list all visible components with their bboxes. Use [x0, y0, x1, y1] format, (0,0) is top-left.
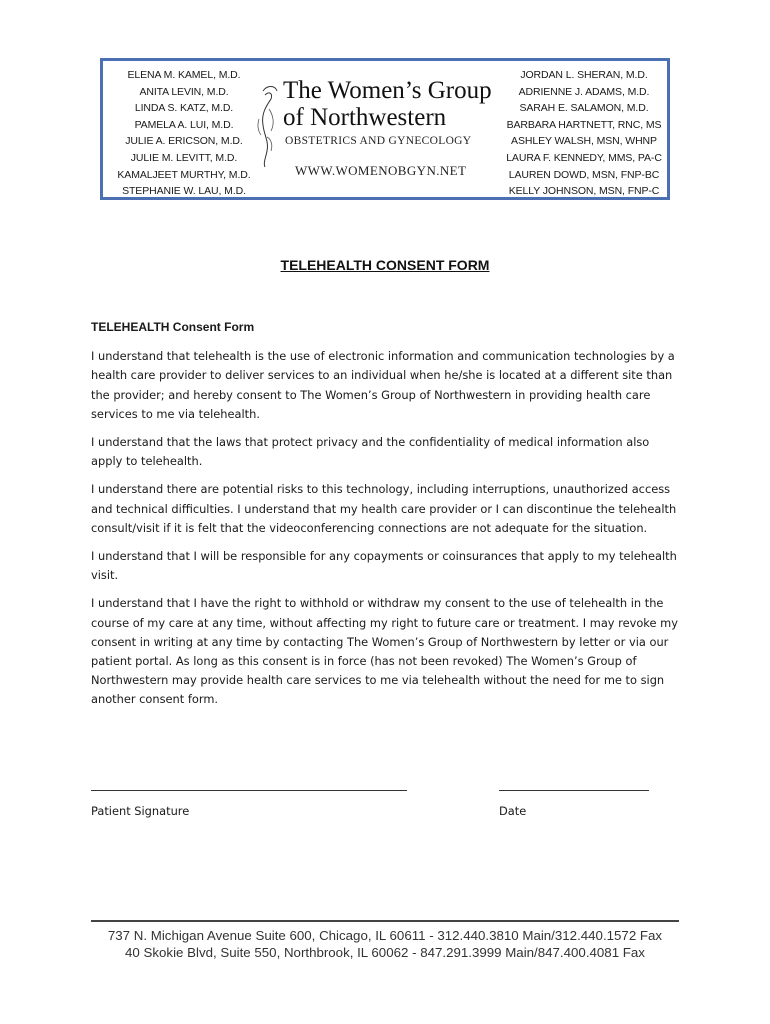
figure-logo-icon [255, 79, 281, 169]
doctors-list-right [505, 67, 663, 200]
patient-signature-line[interactable] [91, 790, 407, 791]
practice-website: WWW.WOMENOBGYN.NET [295, 163, 467, 178]
doctor-name: KAMALJEET MURTHY, M.D. [117, 168, 251, 181]
doctors-list-left [109, 67, 259, 200]
doctor-name: ADRIENNE J. ADAMS, M.D. [518, 85, 650, 98]
footer-addresses [0, 927, 770, 961]
practice-specialty: OBSTETRICS AND GYNECOLOGY [285, 135, 472, 147]
practice-name-line2: of Northwestern [283, 104, 447, 131]
consent-body [91, 318, 681, 719]
doctor-name: ASHLEY WALSH, MSN, WHNP [511, 135, 657, 148]
doctor-name: STEPHANIE W. LAU, M.D. [122, 185, 246, 198]
patient-signature-label: Patient Signature [91, 804, 190, 818]
consent-paragraph: I understand there are potential risks to this technology, including interruptions, unauthorized access and technical difficulties. I understand that my health care provider or I can discontinue the telehealth consult/visit if it is felt that the videoconferencing connections are not adequate for the situation. [91, 482, 677, 535]
doctor-name: LAUREN DOWD, MSN, FNP-BC [508, 168, 660, 181]
doctor-name: ANITA LEVIN, M.D. [139, 85, 229, 98]
doctor-name: LINDA S. KATZ, M.D. [134, 102, 234, 115]
date-signature-line[interactable] [499, 790, 649, 791]
letterhead [100, 58, 670, 200]
doctor-name: JULIE A. ERICSON, M.D. [125, 135, 243, 148]
doctor-name: KELLY JOHNSON, MSN, FNP-C [508, 185, 660, 198]
date-label: Date [499, 804, 527, 818]
footer-divider [91, 920, 679, 922]
consent-paragraph: I understand that telehealth is the use of electronic information and communication technologies by a health care provider to deliver services to an individual when he/she is located at a different site than the provider; and hereby consent to The Women’s Group of Northwestern in providing health care services to me via telehealth. [91, 349, 675, 421]
consent-paragraph: I understand that the laws that protect privacy and the confidentiality of medical information also apply to telehealth. [91, 435, 650, 469]
footer-address-northbrook: 40 Skokie Blvd, Suite 550, Northbrook, IL 60062 - 847.291.3999 Main/847.400.4081 Fax [125, 945, 645, 960]
doctor-name: JORDAN L. SHERAN, M.D. [520, 69, 648, 81]
document-title: TELEHEALTH CONSENT FORM [280, 257, 490, 273]
consent-paragraph: I understand that I will be responsible for any copayments or coinsurances that apply to my telehealth visit. [91, 549, 677, 583]
footer-address-chicago: 737 N. Michigan Avenue Suite 600, Chicago, IL 60611 - 312.440.3810 Main/312.440.1572 Fax [107, 928, 663, 943]
doctor-name: SARAH E. SALAMON, M.D. [519, 102, 649, 115]
practice-name [283, 77, 523, 131]
consent-paragraph: I understand that I have the right to withhold or withdraw my consent to the use of telehealth in the course of my care at any time, without affecting my right to future care or treatment. I may revoke my consent in writing at any time by contacting The Women’s Group of Northwestern by letter or via our patient portal. As long as this consent is in force (has not been revoked) The Women’s Group of Northwestern may provide health care services to me via telehealth without the need for me to sign another consent form. [91, 596, 678, 707]
doctor-name: PAMELA A. LUI, M.D. [134, 118, 234, 131]
practice-name-line1: The Women’s Group [283, 77, 492, 104]
section-heading: TELEHEALTH Consent Form [91, 320, 255, 334]
doctor-name: JULIE M. LEVITT, M.D. [130, 151, 238, 164]
doctor-name: BARBARA HARTNETT, RNC, MS [506, 118, 662, 131]
doctor-name: ELENA M. KAMEL, M.D. [127, 69, 241, 81]
doctor-name: LAURA F. KENNEDY, MMS, PA-C [506, 151, 662, 164]
